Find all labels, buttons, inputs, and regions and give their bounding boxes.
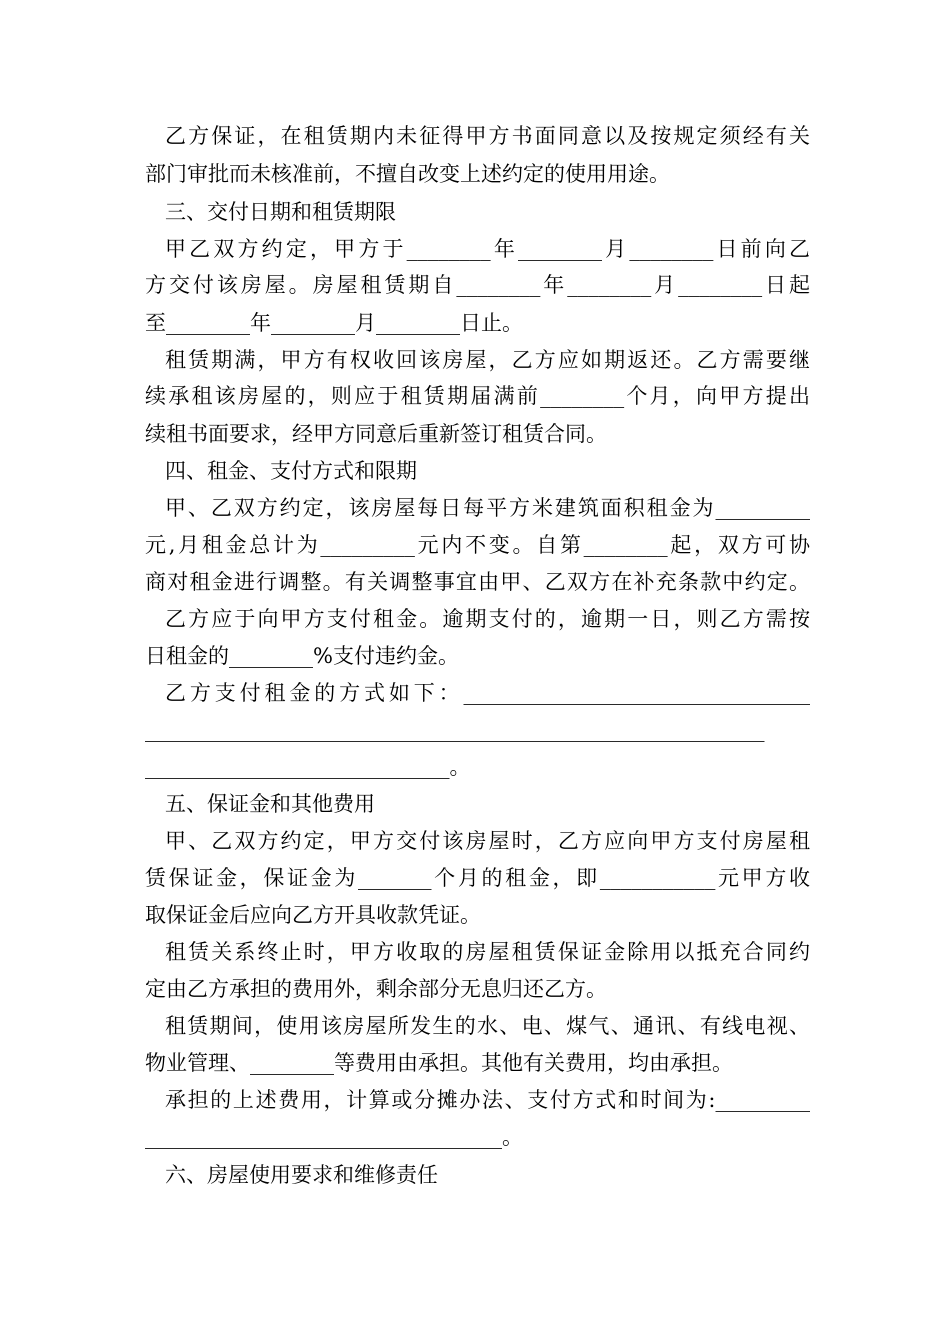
document-line: 部门审批而未核准前，不擅自改变上述约定的使用用途。: [145, 162, 670, 186]
document-line: 四、租金、支付方式和限期: [165, 459, 417, 483]
document-line: 乙方支付租金的方式如下：_________________________________: [165, 681, 810, 705]
document-line: 五、保证金和其他费用: [165, 792, 375, 816]
document-line: 方交付该房屋。房屋租赁期自________年________月________日起: [145, 273, 810, 297]
document-line: 定由乙方承担的费用外，剩余部分无息归还乙方。: [145, 977, 607, 1001]
document-line: 乙方保证，在租赁期内未征得甲方书面同意以及按规定须经有关: [165, 124, 810, 148]
document-line: 续承租该房屋的，则应于租赁期届满前________个月，向甲方提出: [145, 384, 810, 408]
document-line: 甲、乙双方约定，甲方交付该房屋时，乙方应向甲方支付房屋租: [165, 829, 810, 853]
document-line: 物业管理、________等费用由承担。其他有关费用，均由承担。: [145, 1051, 733, 1075]
document-line: 租赁期满，甲方有权收回该房屋，乙方应如期返还。乙方需要继: [165, 348, 810, 372]
document-line: ___________________________________________________________: [145, 718, 765, 742]
document-line: 三、交付日期和租赁期限: [165, 200, 396, 224]
document-line: 商对租金进行调整。有关调整事宜由甲、乙双方在补充条款中约定。: [145, 570, 810, 594]
document-line: 承担的上述费用，计算或分摊办法、支付方式和时间为:_________: [165, 1088, 810, 1112]
document-line: 取保证金后应向乙方开具收款凭证。: [145, 903, 481, 927]
document-line: 至________年________月________日止。: [145, 311, 523, 335]
document-line: 乙方应于向甲方支付租金。逾期支付的，逾期一日，则乙方需按: [165, 607, 810, 631]
document-line: 六、房屋使用要求和维修责任: [165, 1163, 438, 1187]
document-line: _____________________________。: [145, 755, 471, 779]
document-line: 租赁关系终止时，甲方收取的房屋租赁保证金除用以抵充合同约: [165, 940, 810, 964]
document-line: 日租金的________%支付违约金。: [145, 644, 459, 668]
document-line: 续租书面要求，经甲方同意后重新签订租赁合同。: [145, 422, 607, 446]
document-line: 甲乙双方约定，甲方于________年________月________日前向乙: [165, 237, 810, 261]
document-line: 元,月租金总计为_________元内不变。自第________起，双方可协: [145, 533, 810, 557]
document-line: 赁保证金，保证金为_______个月的租金，即___________元甲方收: [145, 866, 810, 890]
document-line: 甲、乙双方约定，该房屋每日每平方米建筑面积租金为_________: [165, 496, 810, 520]
document-line: __________________________________。: [145, 1125, 523, 1149]
document-line: 租赁期间，使用该房屋所发生的水、电、煤气、通讯、有线电视、: [165, 1014, 810, 1038]
